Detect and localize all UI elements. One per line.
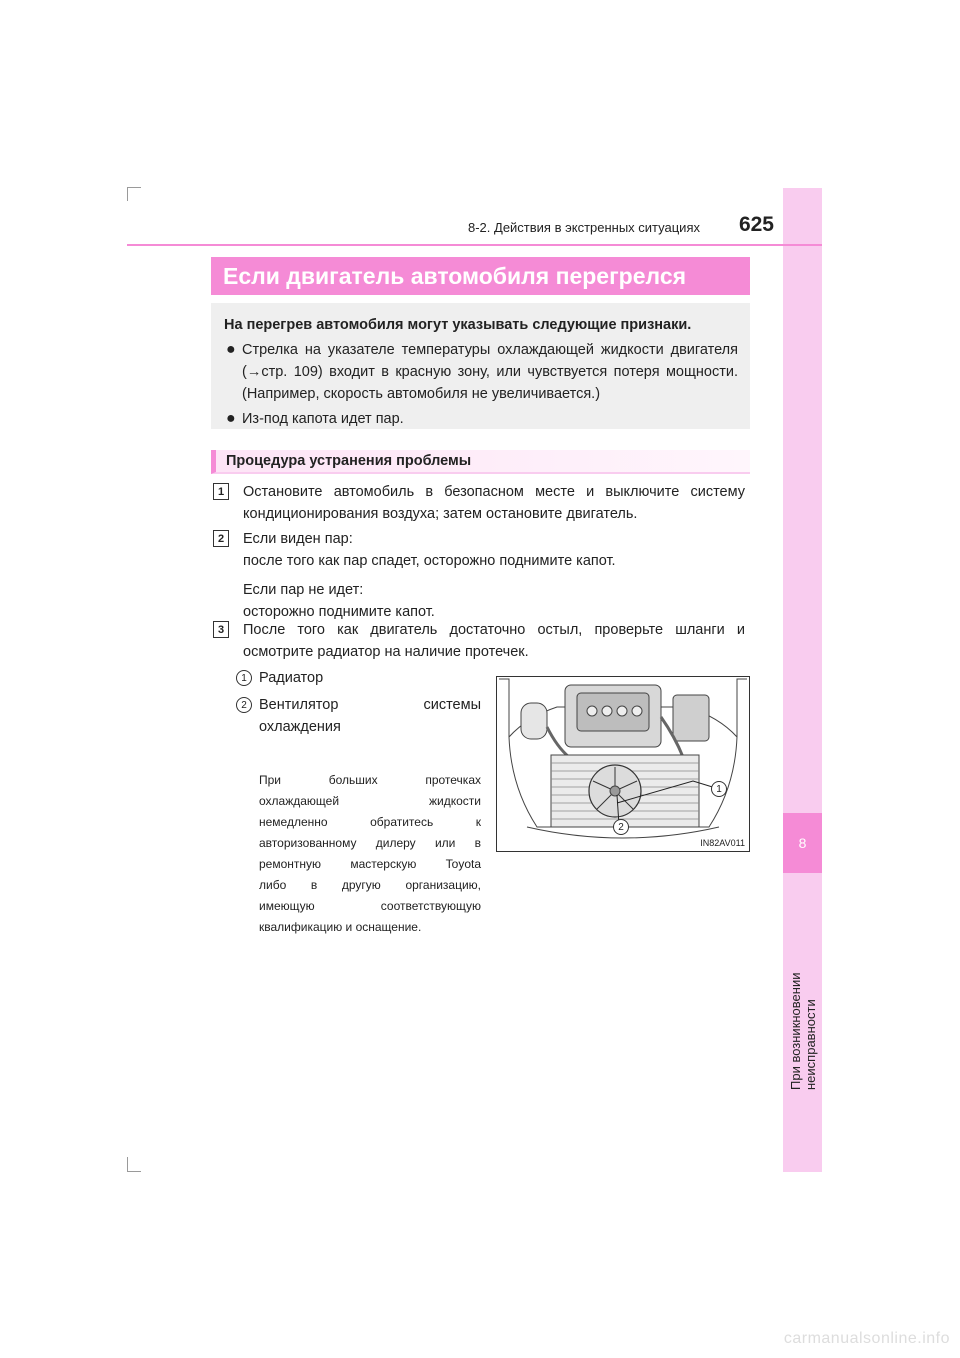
- step-2-line: Если виден пар:: [243, 531, 353, 547]
- crop-mark-top-left-h: [127, 187, 141, 188]
- section-header: 8-2. Действия в экстренных ситуациях: [468, 220, 700, 235]
- step-2-line: осторожно поднимите капот.: [243, 604, 435, 620]
- step-3-paragraph: После того как двигатель достаточно остыл, проверьте шланги и осмотрите радиатор на наличие протечек.: [243, 622, 745, 660]
- note-line: При больших протечках: [259, 773, 481, 787]
- page-number: 625: [738, 213, 774, 236]
- step-1-paragraph: Остановите автомобиль в безопасном месте и выключите систему кондиционирования воздуха; затем остановите двигатель.: [243, 484, 745, 522]
- callout-number-1: 1: [236, 670, 252, 686]
- bullet-icon: ●: [226, 410, 236, 427]
- note-line: охлаждающей жидкости: [259, 794, 481, 808]
- step-3-text: [243, 619, 745, 663]
- figure-callout-2: 2: [613, 819, 629, 835]
- figure-callout-1: 1: [711, 781, 727, 797]
- step-number-1: 1: [213, 483, 229, 500]
- bullet-text: Стрелка на указателе температуры охлаждающей жидкости двигателя (→стр. 109) входит в красную зону, или чувствуется потеря мощности. (Например, скорость автомобиля не увеличивается.): [242, 342, 738, 402]
- bullet-icon: ●: [226, 341, 236, 358]
- step-2-line: Если пар не идет:: [243, 582, 364, 598]
- step-1-text: [243, 481, 745, 525]
- crop-mark-bottom-left-h: [127, 1171, 141, 1172]
- header-rule: [127, 244, 822, 246]
- label-radiator: Радиатор: [259, 670, 324, 686]
- step-number-2: 2: [213, 530, 229, 547]
- label-fan-line1: Вентилятор системы: [259, 697, 481, 713]
- procedure-heading: [211, 450, 750, 474]
- page-title: [211, 257, 750, 295]
- leak-note: [259, 770, 481, 938]
- figure-code: IN82AV011: [700, 838, 745, 848]
- note-line: авторизованному дилеру или в: [259, 836, 481, 850]
- step-number-3: 3: [213, 621, 229, 638]
- list-item: [224, 408, 738, 430]
- note-line: либо в другую организацию,: [259, 878, 481, 892]
- callout-number-2: 2: [236, 697, 252, 713]
- note-line: имеющую соответствующую: [259, 899, 481, 913]
- list-item: [224, 339, 738, 405]
- crop-mark-top-left-v: [127, 187, 128, 201]
- note-line: немедленно обратитесь к: [259, 815, 481, 829]
- engine-bay-illustration: [496, 676, 750, 852]
- step-2-text: [243, 528, 745, 623]
- warning-signs-lead: На перегрев автомобиля могут указывать следующие признаки.: [224, 317, 692, 333]
- note-line: квалификацию и оснащение.: [259, 920, 422, 934]
- chapter-number-badge: 8: [783, 813, 822, 873]
- step-2-line: после того как пар спадет, осторожно поднимите капот.: [243, 553, 616, 569]
- watermark: carmanualsonline.info: [783, 1330, 950, 1347]
- crop-mark-bottom-left-v: [127, 1157, 128, 1171]
- procedure-heading-text: Процедура устранения проблемы: [226, 453, 472, 469]
- chapter-side-title: При возникновении неисправности: [788, 972, 818, 1090]
- note-line: ремонтную мастерскую Toyota: [259, 857, 481, 871]
- page-title-text: Если двигатель автомобиля перегрелся: [223, 262, 687, 289]
- bullet-text: Из-под капота идет пар.: [242, 411, 404, 427]
- warning-signs-box: [211, 303, 750, 429]
- label-fan-line2: охлаждения: [259, 719, 341, 735]
